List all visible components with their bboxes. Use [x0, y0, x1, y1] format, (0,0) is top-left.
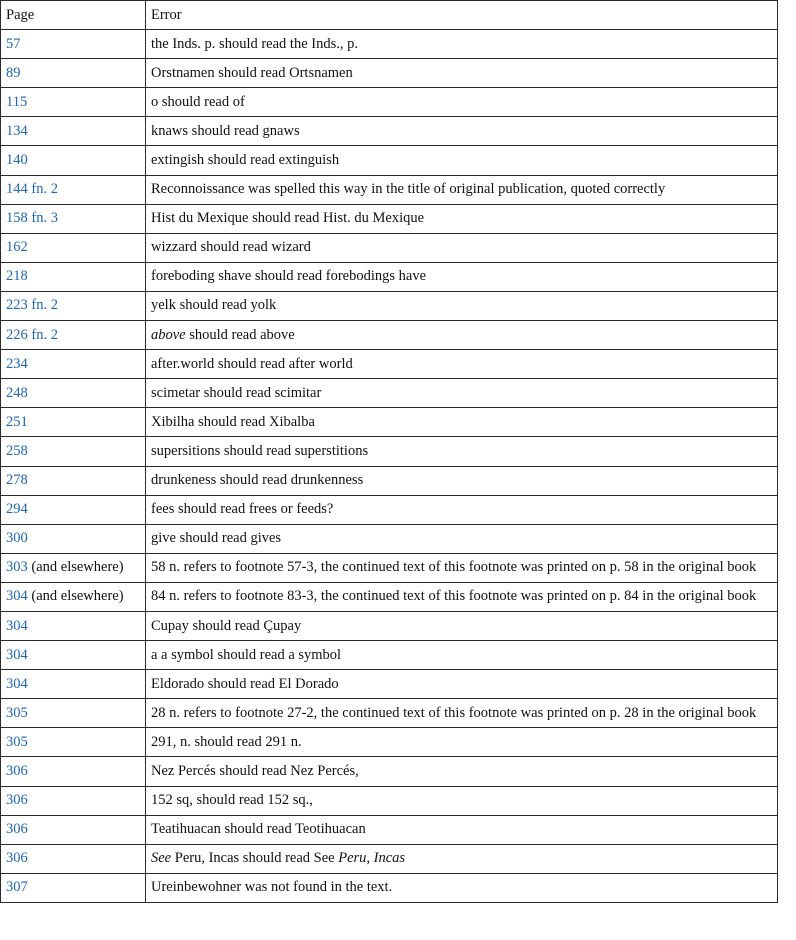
table-row [1, 495, 778, 524]
error-text: foreboding shave should read forebodings have [151, 268, 427, 285]
error-cell [146, 670, 778, 699]
table-row [1, 175, 778, 204]
table-row [1, 30, 778, 59]
table-row [1, 233, 778, 262]
error-text: scimetar should read scimitar [151, 384, 322, 401]
error-text: Ureinbewohner was not found in the text. [151, 879, 393, 896]
page-link[interactable]: 258 [6, 442, 28, 459]
error-cell [146, 379, 778, 408]
table-row [1, 408, 778, 437]
page-cell [1, 59, 146, 88]
errata-rows [1, 30, 778, 903]
error-text: o should read of [151, 93, 245, 110]
page-cell [1, 757, 146, 786]
error-cell [146, 728, 778, 757]
error-text: Xibilha should read Xibalba [151, 413, 315, 430]
table-row [1, 844, 778, 873]
page-cell [1, 262, 146, 291]
error-text: wizzard should read wizard [151, 239, 311, 256]
page-cell [1, 204, 146, 233]
page-link[interactable]: 305 [6, 733, 28, 750]
page-cell [1, 291, 146, 320]
page-link[interactable]: 162 [6, 239, 28, 256]
error-text: give should read gives [151, 530, 282, 547]
table-row [1, 350, 778, 379]
header-page: Page [1, 1, 146, 30]
table-row [1, 553, 778, 582]
page-link[interactable]: 140 [6, 152, 28, 169]
error-text: Eldorado should read El Dorado [151, 675, 339, 692]
page-cell [1, 844, 146, 873]
error-cell [146, 611, 778, 640]
table-row [1, 117, 778, 146]
page-cell [1, 350, 146, 379]
page-cell [1, 611, 146, 640]
table-row [1, 611, 778, 640]
page-link[interactable]: 234 [6, 355, 28, 372]
page-cell [1, 524, 146, 553]
error-text: Cupay should read Çupay [151, 617, 302, 634]
error-cell [146, 815, 778, 844]
error-cell [146, 30, 778, 59]
error-text: the Inds. p. should read the Inds., p. [151, 35, 358, 52]
error-text: after.world should read after world [151, 355, 353, 372]
table-row [1, 466, 778, 495]
table-row [1, 146, 778, 175]
table-row [1, 641, 778, 670]
page-link[interactable]: 306 [6, 850, 28, 867]
page-link[interactable]: 89 [6, 64, 21, 81]
error-cell [146, 88, 778, 117]
page-cell [1, 873, 146, 902]
error-text: should read above [185, 326, 295, 343]
error-text: Nez Percés should read Nez Percés, [151, 762, 359, 779]
page-link[interactable]: 303 [6, 559, 28, 576]
page-cell [1, 582, 146, 611]
page-link[interactable]: 278 [6, 472, 28, 489]
error-cell [146, 233, 778, 262]
page-link[interactable]: 304 [6, 675, 28, 692]
page-cell [1, 495, 146, 524]
error-text: knaws should read gnaws [151, 122, 300, 139]
error-text: extingish should read extinguish [151, 152, 340, 169]
error-cell [146, 582, 778, 611]
page-link[interactable]: 306 [6, 792, 28, 809]
page-note: (and elsewhere) [27, 588, 124, 605]
error-text: 152 sq, should read 152 sq., [151, 792, 313, 809]
error-cell [146, 524, 778, 553]
page-link[interactable]: 115 [6, 93, 28, 110]
page-cell [1, 379, 146, 408]
page-link[interactable]: 57 [6, 35, 21, 52]
error-text: Peru, Incas should read See [171, 850, 339, 867]
page-cell [1, 321, 146, 350]
table-row [1, 437, 778, 466]
error-text: Orstnamen should read Ortsnamen [151, 64, 353, 81]
page-link[interactable]: 226 fn. 2 [6, 326, 58, 343]
page-cell [1, 786, 146, 815]
error-text: yelk should read yolk [151, 297, 277, 314]
page-cell [1, 146, 146, 175]
page-link[interactable]: 144 fn. 2 [6, 181, 58, 198]
page-cell [1, 553, 146, 582]
table-row [1, 291, 778, 320]
table-row [1, 321, 778, 350]
page-link[interactable]: 251 [6, 413, 28, 430]
error-text-italic: See [151, 850, 172, 867]
error-text: 58 n. refers to footnote 57-3, the continued text of this footnote was printed on p. 58 in the original book [151, 559, 757, 576]
header-row [1, 1, 778, 30]
error-text: drunkeness should read drunkenness [151, 472, 364, 489]
error-cell [146, 495, 778, 524]
page-cell [1, 117, 146, 146]
error-text: a a symbol should read a symbol [151, 646, 342, 663]
page-cell [1, 670, 146, 699]
page-cell [1, 728, 146, 757]
page-link[interactable]: 305 [6, 704, 28, 721]
table-row [1, 873, 778, 902]
error-text: 28 n. refers to footnote 27-2, the continued text of this footnote was printed on p. 28 in the original book [151, 704, 757, 721]
page-link[interactable]: 304 [6, 646, 28, 663]
table-row [1, 262, 778, 291]
error-cell [146, 757, 778, 786]
page-link[interactable]: 300 [6, 530, 28, 547]
page-link[interactable]: 294 [6, 501, 28, 518]
error-cell [146, 146, 778, 175]
error-cell [146, 262, 778, 291]
page-link[interactable]: 304 [6, 588, 28, 605]
error-text-italic: Peru, Incas [338, 850, 406, 867]
page-cell [1, 175, 146, 204]
table-row [1, 670, 778, 699]
page-cell [1, 815, 146, 844]
error-text: 291, n. should read 291 n. [151, 733, 302, 750]
page-cell [1, 466, 146, 495]
table-row [1, 728, 778, 757]
table-row [1, 786, 778, 815]
table-row [1, 204, 778, 233]
error-text: Teatihuacan should read Teotihuacan [151, 821, 366, 838]
error-text: Reconnoissance was spelled this way in the title of original publication, quoted correctly [151, 181, 666, 198]
page-link[interactable]: 218 [6, 268, 28, 285]
error-cell [146, 350, 778, 379]
page-cell [1, 699, 146, 728]
error-cell [146, 204, 778, 233]
error-text: 84 n. refers to footnote 83-3, the continued text of this footnote was printed on p. 84 in the original book [151, 588, 757, 605]
page-link[interactable]: 248 [6, 384, 28, 401]
page-link[interactable]: 307 [6, 879, 28, 896]
page-link[interactable]: 223 fn. 2 [6, 297, 58, 314]
page-link[interactable]: 304 [6, 617, 28, 634]
error-text: supersitions should read superstitions [151, 442, 369, 459]
error-cell [146, 175, 778, 204]
page-cell [1, 30, 146, 59]
page-link[interactable]: 158 fn. 3 [6, 210, 58, 227]
error-cell [146, 553, 778, 582]
error-cell [146, 59, 778, 88]
page-link[interactable]: 134 [6, 122, 28, 139]
page-cell [1, 408, 146, 437]
table-row [1, 582, 778, 611]
error-cell [146, 466, 778, 495]
table-row [1, 757, 778, 786]
error-cell [146, 117, 778, 146]
error-text: Hist du Mexique should read Hist. du Mexique [151, 210, 425, 227]
error-cell [146, 699, 778, 728]
table-row [1, 88, 778, 117]
page-cell [1, 437, 146, 466]
error-cell [146, 873, 778, 902]
error-cell [146, 844, 778, 873]
error-cell [146, 291, 778, 320]
page-cell [1, 641, 146, 670]
error-text: fees should read frees or feeds? [151, 501, 334, 518]
header-error: Error [146, 1, 778, 30]
page-link[interactable]: 306 [6, 762, 28, 779]
error-cell [146, 321, 778, 350]
error-cell [146, 408, 778, 437]
error-cell [146, 437, 778, 466]
table-row [1, 815, 778, 844]
page-cell [1, 233, 146, 262]
table-row [1, 59, 778, 88]
error-cell [146, 786, 778, 815]
error-cell [146, 641, 778, 670]
table-row [1, 699, 778, 728]
error-text-italic: above [151, 326, 186, 343]
table-row [1, 379, 778, 408]
page-cell [1, 88, 146, 117]
page-note: (and elsewhere) [27, 559, 124, 576]
table-row [1, 524, 778, 553]
page-link[interactable]: 306 [6, 821, 28, 838]
